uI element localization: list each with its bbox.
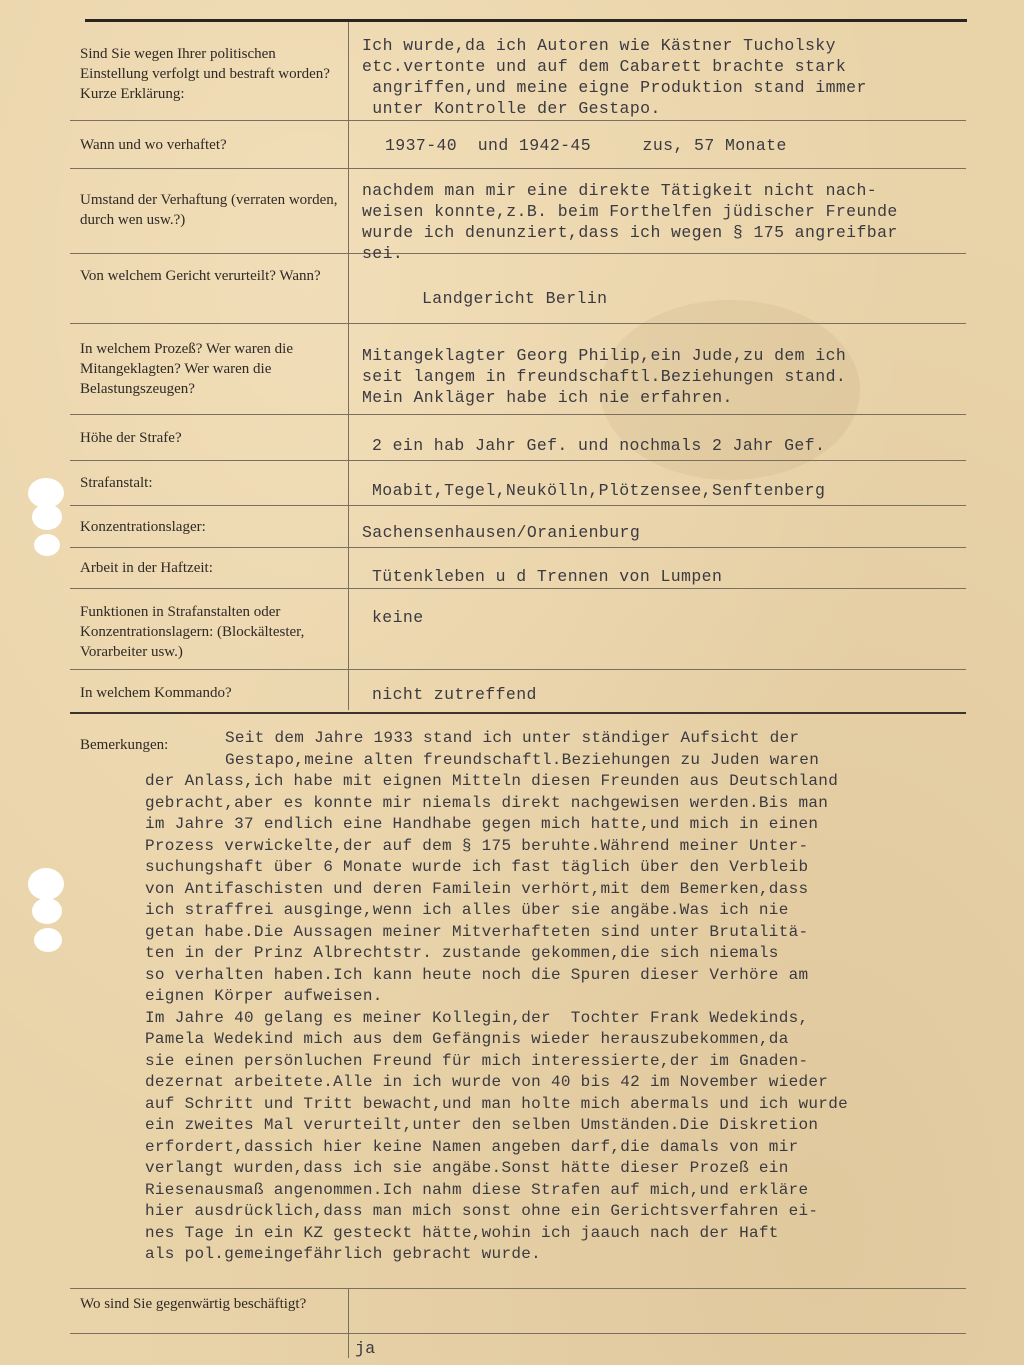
row-rule bbox=[70, 323, 966, 324]
remarks-line: Gestapo,meine alten freundschaftl.Beziehungen zu Juden waren bbox=[225, 750, 820, 769]
remarks-line: erfordert,dassich hier keine Namen angeben darf,die damals von mir bbox=[145, 1137, 799, 1156]
row-rule bbox=[70, 547, 966, 548]
label-kommando: In welchem Kommando? bbox=[80, 685, 232, 701]
remarks-line: Seit dem Jahre 1933 stand ich unter ständiger Aufsicht der bbox=[225, 729, 800, 747]
answer-trial: Mitangeklagter Georg Philip,ein Jude,zu dem ich seit langem in freundschaftl.Beziehungen stand. Mein Ankläger habe ich nie erfahren. bbox=[362, 346, 847, 407]
label-sentence: Höhe der Strafe? bbox=[80, 430, 182, 446]
label-current-employment: Wo sind Sie gegenwärtig beschäftigt? bbox=[80, 1296, 307, 1312]
punch-hole bbox=[28, 868, 64, 900]
remarks-line: gebracht,aber es konnte mir niemals direkt nachgewisen werden.Bis man bbox=[145, 793, 829, 812]
row-rule bbox=[70, 1288, 966, 1289]
row-rule bbox=[70, 414, 966, 415]
label-politically-persecuted: Sind Sie wegen Ihrer politischen Einstellung verfolgt und bestraft worden? Kurze Erklärung: bbox=[80, 46, 330, 102]
answer-work-in-prison: Tütenkleben u d Trennen von Lumpen bbox=[372, 567, 723, 586]
remarks-line: getan habe.Die Aussagen meiner Mitverhafteten sind unter Brutalitä- bbox=[145, 922, 809, 941]
remarks-line: ten in der Prinz Albrechtstr. zustande gekommen,die sich niemals bbox=[145, 944, 779, 962]
top-rule bbox=[85, 19, 967, 22]
row-rule bbox=[70, 669, 966, 670]
remarks-line: Prozess verwickelte,der auf dem § 175 beruhte.Während meiner Unter- bbox=[145, 836, 809, 855]
answer-politically-persecuted: Ich wurde,da ich Autoren wie Kästner Tucholsky etc.vertonte und auf dem Cabarett brachte stark angriffen,und meine eigne Produktion stand immer unter Kontrolle der Gestapo. bbox=[362, 36, 867, 118]
remarks-line: Riesenausmaß angenommen.Ich nahm diese Strafen auf mich,und erkläre bbox=[145, 1180, 809, 1199]
label-trial: In welchem Prozeß? Wer waren die Mitangeklagten? Wer waren die Belastungszeugen? bbox=[80, 341, 294, 397]
row-rule bbox=[70, 120, 966, 121]
label-functions: Funktionen in Strafanstalten oder Konzentrationslagern: (Blockältester, Vorarbeiter usw.) bbox=[80, 604, 305, 660]
answer-prison: Moabit,Tegel,Neukölln,Plötzensee,Senftenberg bbox=[372, 481, 826, 500]
label-concentration-camp: Konzentrationslager: bbox=[80, 519, 206, 535]
remarks-line: im Jahre 37 endlich eine Handhabe gegen mich hatte,und mich in einen bbox=[145, 815, 819, 833]
answer-court: Landgericht Berlin bbox=[422, 289, 608, 308]
row-rule bbox=[70, 460, 966, 461]
row-rule bbox=[70, 168, 966, 169]
remarks-line: dezernat arbeitete.Alle in ich wurde von 40 bis 42 im November wieder bbox=[145, 1073, 829, 1091]
remarks-line: hier ausdrücklich,dass man mich sonst ohne ein Gerichtsverfahren ei- bbox=[145, 1202, 819, 1220]
section-rule bbox=[70, 712, 966, 714]
remarks-line: suchungshaft über 6 Monate wurde ich fast täglich über den Verbleib bbox=[145, 858, 809, 876]
answer-kommando: nicht zutreffend bbox=[372, 685, 537, 704]
label-prison: Strafanstalt: bbox=[80, 475, 153, 491]
column-divider bbox=[348, 22, 349, 710]
answer-sentence: 2 ein hab Jahr Gef. und nochmals 2 Jahr Gef. bbox=[372, 436, 826, 455]
punch-hole bbox=[34, 928, 62, 952]
row-rule bbox=[70, 1333, 966, 1334]
label-arrest-circumstances: Umstand der Verhaftung (verraten worden, durch wen usw.?) bbox=[80, 192, 338, 228]
remarks-line: verlangt wurden,dass ich sie angäbe.Sonst hätte dieser Prozeß ein bbox=[145, 1159, 789, 1177]
row-rule bbox=[70, 505, 966, 506]
row-rule bbox=[70, 588, 966, 589]
answer-functions: keine bbox=[372, 608, 424, 627]
remarks-line: von Antifaschisten und deren Familein verhört,mit dem Bemerken,dass bbox=[145, 879, 809, 898]
remarks-line: ich straffrei ausginge,wenn ich alles über sie angäbe.Was ich nie bbox=[145, 901, 789, 919]
remarks-line: eignen Körper aufweisen. bbox=[145, 987, 383, 1005]
label-when-where-arrested: Wann und wo verhaftet? bbox=[80, 137, 227, 153]
remarks-line: ein zweites Mal verurteilt,unter den selben Umständen.Die Diskretion bbox=[145, 1116, 819, 1134]
answer-current-employment: ja bbox=[355, 1339, 376, 1358]
column-divider bbox=[348, 1288, 349, 1358]
label-remarks: Bemerkungen: bbox=[80, 737, 169, 753]
answer-arrest-circumstances: nachdem man mir eine direkte Tätigkeit nicht nach- weisen konnte,z.B. beim Forthelfen jüdischer Freunde wurde ich denunziert,dass ich wegen § 175 angreifbar sei. bbox=[362, 181, 898, 263]
punch-hole bbox=[32, 898, 62, 924]
remarks-line: Im Jahre 40 gelang es meiner Kollegin,der Tochter Frank Wedekinds, bbox=[145, 1008, 809, 1027]
answer-when-where-arrested: 1937-40 und 1942-45 zus, 57 Monate bbox=[385, 136, 787, 155]
remarks-line: nes Tage in ein KZ gesteckt hätte,wohin ich jaauch nach der Haft bbox=[145, 1223, 779, 1242]
remarks-line: Pamela Wedekind mich aus dem Gefängnis wieder herauszubekommen,da bbox=[145, 1030, 789, 1048]
remarks-line: auf Schritt und Tritt bewacht,und man holte mich abermals und ich wurde bbox=[145, 1094, 849, 1113]
label-court: Von welchem Gericht verurteilt? Wann? bbox=[80, 268, 321, 284]
remarks-line: der Anlass,ich habe mit eignen Mitteln diesen Freunden aus Deutschland bbox=[145, 772, 839, 790]
punch-hole bbox=[34, 534, 60, 556]
answer-concentration-camp: Sachensenhausen/Oranienburg bbox=[362, 523, 641, 542]
label-work-in-prison: Arbeit in der Haftzeit: bbox=[80, 560, 213, 576]
punch-hole bbox=[32, 504, 62, 530]
remarks-text bbox=[145, 728, 1015, 1266]
remarks-line: als pol.gemeingefährlich gebracht wurde. bbox=[145, 1245, 542, 1263]
remarks-line: sie einen persönluchen Freund für mich interessierte,der im Gnaden- bbox=[145, 1051, 809, 1070]
remarks-line: so verhalten haben.Ich kann heute noch die Spuren dieser Verhöre am bbox=[145, 965, 809, 984]
